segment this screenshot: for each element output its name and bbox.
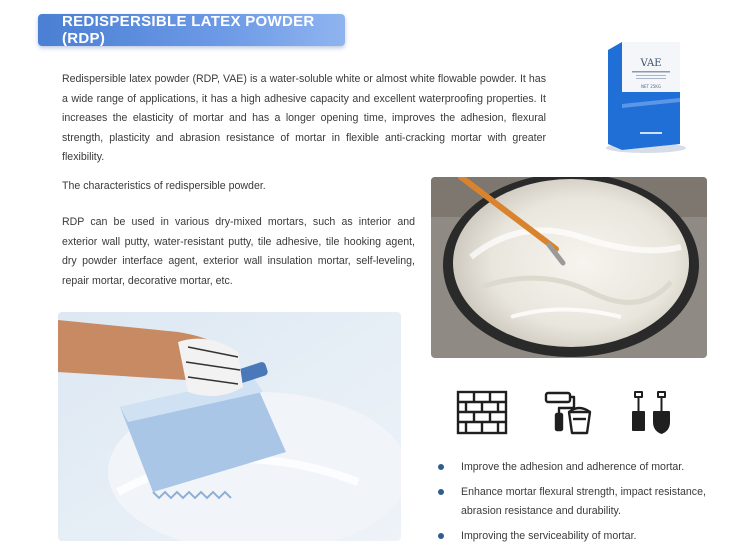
bag-net-weight: NET 25KG (640, 84, 662, 89)
rdp-uses-paragraph: RDP can be used in various dry-mixed mortars, such as interior and exterior wall putty, water-resistant putty, tile adhesive, tile hooking agent, dry powder interface agent, exterior wall insulation mortar, self-leveling, repair mortar, decorative mortar, etc. (62, 216, 415, 287)
benefit-text: Enhance mortar flexural strength, impact resistance, abrasion resistance and durability. (461, 486, 706, 517)
benefit-text: Improving the serviceability of mortar. (461, 530, 637, 542)
intro-paragraph: Redispersible latex powder (RDP, VAE) is a water-soluble white or almost white flowable powder. It has a wide range of applications, it has a high adhesive capacity and excellent waterproofing properties. It increases the elasticity of mortar and has a longer opening time, improves the adhesion, flexural strength, plasticity and abrasion resistance of mortar in flexible anti-cracking mortar with greater flexibility. (62, 73, 546, 163)
trowel-application-photo (58, 312, 401, 541)
shovel-icon (630, 390, 672, 435)
bag-brand: VAE (640, 58, 662, 69)
list-item (438, 458, 738, 477)
benefit-text: Improve the adhesion and adherence of mortar. (461, 461, 685, 473)
list-item (438, 483, 738, 521)
mixing-bucket-photo (431, 177, 707, 358)
bullet-icon (438, 489, 444, 495)
brick-wall-icon (456, 390, 508, 435)
bullet-icon (438, 533, 444, 539)
paint-roller-bucket-icon (543, 390, 593, 435)
bullet-icon (438, 464, 444, 470)
section-title: REDISPERSIBLE LATEX POWDER (RDP) (62, 13, 315, 47)
vae-product-bag (596, 40, 688, 156)
section-title-banner (38, 14, 345, 46)
characteristics-title: The characteristics of redispersible powder. (62, 180, 266, 192)
list-item (438, 527, 738, 546)
benefits-list (438, 458, 738, 546)
